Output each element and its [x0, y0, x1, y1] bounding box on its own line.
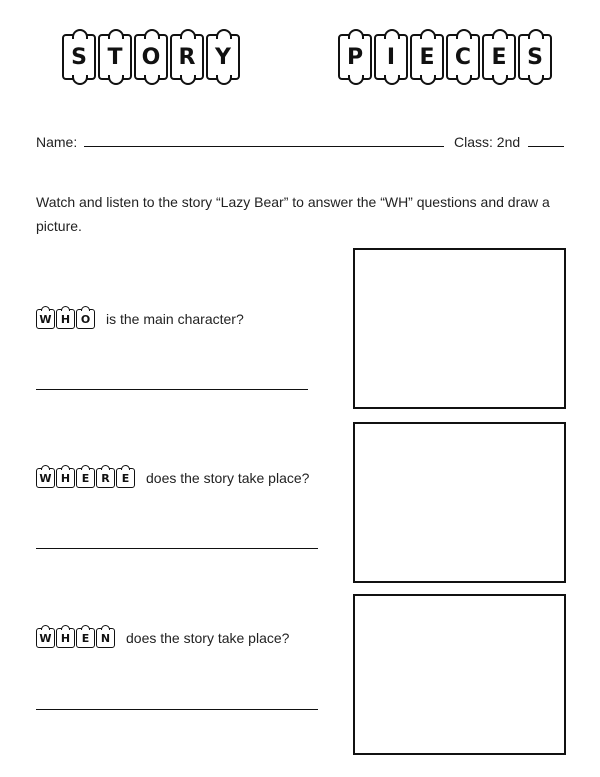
puzzle-piece-letter	[518, 34, 552, 80]
instructions-text: Watch and listen to the story “Lazy Bear” to answer the “WH” questions and draw a picture.	[36, 194, 550, 234]
drawing-box-where[interactable]	[353, 422, 566, 583]
letter: Y	[215, 44, 231, 70]
puzzle-piece-letter	[374, 34, 408, 80]
puzzle-piece-letter	[410, 34, 444, 80]
puzzle-piece-letter	[62, 34, 96, 80]
worksheet-title	[0, 34, 600, 90]
puzzle-piece-letter	[98, 34, 132, 80]
letter: O	[141, 44, 161, 70]
mini-puzzle-piece	[76, 309, 95, 329]
letter: E	[419, 44, 435, 70]
question-text: is the main character?	[106, 311, 244, 327]
letter: E	[81, 471, 90, 485]
mini-puzzle-piece	[36, 628, 55, 648]
letter: R	[178, 44, 196, 70]
letter: W	[39, 471, 52, 485]
mini-puzzle-piece	[96, 628, 115, 648]
mini-puzzle-piece	[56, 628, 75, 648]
puzzle-word-when	[36, 628, 116, 648]
mini-puzzle-piece	[36, 468, 55, 488]
mini-puzzle-piece	[56, 468, 75, 488]
class-field[interactable]	[528, 134, 564, 147]
answer-line-when[interactable]	[36, 708, 318, 710]
question-text: does the story take place?	[146, 470, 310, 486]
mini-puzzle-piece	[96, 468, 115, 488]
letter: R	[101, 471, 110, 485]
mini-puzzle-piece	[76, 628, 95, 648]
title-word-pieces	[338, 34, 554, 80]
question-when	[36, 628, 289, 648]
puzzle-piece-letter	[446, 34, 480, 80]
puzzle-piece-letter	[170, 34, 204, 80]
letter: O	[80, 312, 91, 326]
mini-puzzle-piece	[116, 468, 135, 488]
letter: H	[60, 471, 71, 485]
letter: P	[346, 44, 364, 70]
puzzle-piece-letter	[338, 34, 372, 80]
puzzle-piece-letter	[134, 34, 168, 80]
letter: W	[39, 312, 52, 326]
letter: N	[100, 631, 111, 645]
question-where	[36, 468, 309, 488]
name-label: Name:	[36, 134, 78, 150]
letter: E	[491, 44, 507, 70]
question-text: does the story take place?	[126, 630, 290, 646]
drawing-box-when[interactable]	[353, 594, 566, 755]
letter: E	[121, 471, 130, 485]
letter: H	[60, 312, 71, 326]
name-field[interactable]	[84, 134, 444, 147]
mini-puzzle-piece	[56, 309, 75, 329]
question-who	[36, 309, 244, 329]
puzzle-word-who	[36, 309, 96, 329]
letter: T	[107, 44, 123, 70]
mini-puzzle-piece	[36, 309, 55, 329]
letter: H	[60, 631, 71, 645]
answer-line-who[interactable]	[36, 388, 308, 390]
letter: C	[454, 44, 472, 70]
letter: E	[81, 631, 90, 645]
letter: S	[527, 44, 543, 70]
puzzle-word-where	[36, 468, 136, 488]
name-class-row	[36, 134, 564, 150]
puzzle-piece-letter	[206, 34, 240, 80]
answer-line-where[interactable]	[36, 547, 318, 549]
letter: I	[386, 44, 396, 70]
puzzle-piece-letter	[482, 34, 516, 80]
drawing-box-who[interactable]	[353, 248, 566, 409]
letter: W	[39, 631, 52, 645]
letter: S	[71, 44, 87, 70]
mini-puzzle-piece	[76, 468, 95, 488]
title-word-story	[62, 34, 242, 80]
class-label: Class: 2nd	[454, 134, 521, 150]
